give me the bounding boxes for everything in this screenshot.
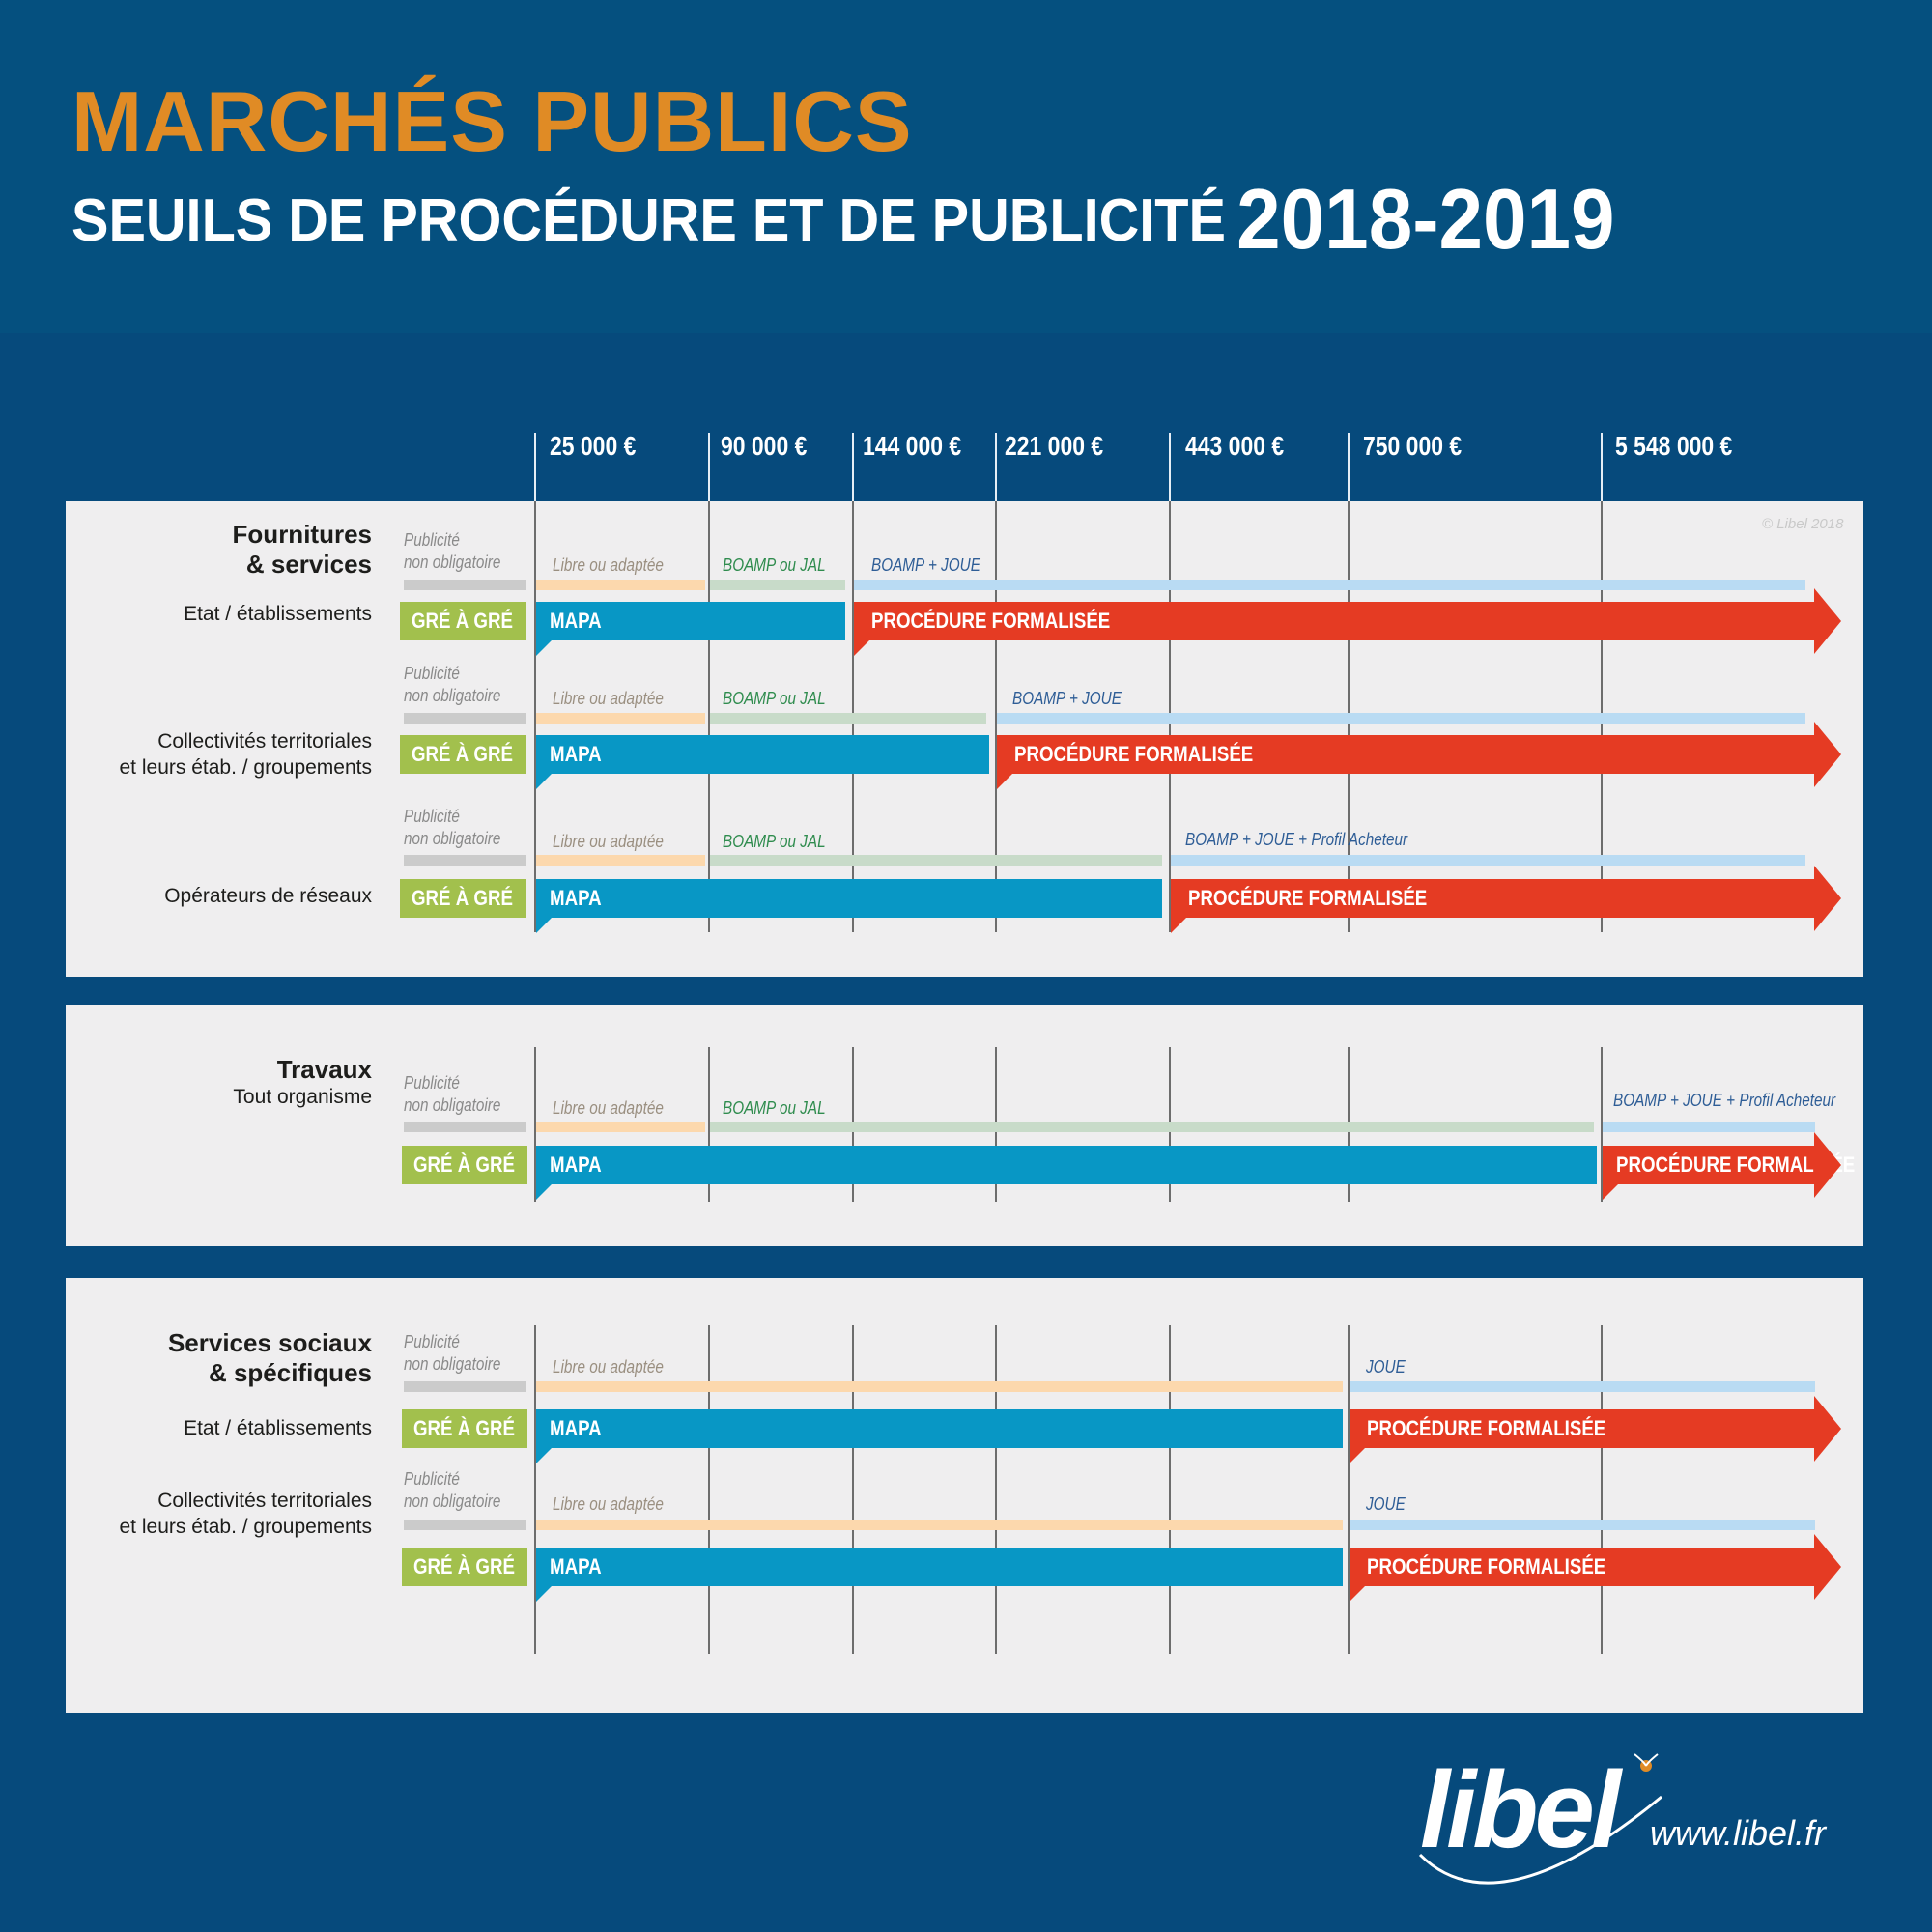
bar-mapa (536, 1146, 1597, 1184)
bar-procedure-formalisee (997, 735, 1814, 774)
note-boamp-jal: BOAMP ou JAL (723, 689, 826, 708)
row-label-line: Collectivités territoriales (157, 730, 372, 753)
threshold-header: 25 000 € (550, 431, 637, 461)
bar-libre-thin (536, 855, 705, 866)
note-line: Publicité (404, 1332, 460, 1351)
note-line: Publicité (404, 807, 460, 826)
note-line: Publicité (404, 1073, 460, 1093)
bar-publicite-thin (404, 1122, 526, 1132)
header-banner (0, 0, 1932, 333)
bar-boamp-joue-thin (1171, 855, 1805, 866)
note-boamp-jal: BOAMP ou JAL (723, 832, 826, 851)
threshold-line (1348, 1325, 1350, 1654)
bar-procedure-formalisee (1350, 1409, 1814, 1448)
subtitle-text: SEUILS DE PROCÉDURE ET DE PUBLICITÉ (71, 187, 1226, 254)
threshold-header: 144 000 € (863, 431, 962, 461)
threshold-tick (1169, 433, 1171, 502)
bar-gre-a-gre (402, 1548, 527, 1586)
threshold-tick (1601, 433, 1603, 502)
note-boamp-jal: BOAMP ou JAL (723, 555, 826, 575)
note-boamp-joue: BOAMP + JOUE (1012, 689, 1122, 708)
year-label: 2018-2019 (1236, 171, 1615, 267)
note-publicite (404, 663, 500, 706)
threshold-header: 90 000 € (721, 431, 808, 461)
page-title: MARCHÉS PUBLICS (71, 73, 913, 169)
bar-text: PROCÉDURE FORMALISÉE (1014, 742, 1254, 766)
threshold-tick (852, 433, 854, 502)
threshold-tick (1348, 433, 1350, 502)
bar-libre-thin (536, 1122, 705, 1132)
bar-mapa (536, 1409, 1343, 1448)
bar-text: GRÉ À GRÉ (413, 1554, 515, 1578)
threshold-header: 221 000 € (1005, 431, 1104, 461)
threshold-line (852, 1325, 854, 1654)
note-libre: Libre ou adaptée (553, 555, 664, 575)
threshold-line (1601, 1325, 1603, 1654)
row-label-line: Collectivités territoriales (157, 1490, 372, 1512)
bar-procedure-formalisee (854, 602, 1814, 640)
threshold-line (708, 1325, 710, 1654)
bar-gre-a-gre (400, 602, 526, 640)
bar-text: MAPA (550, 1152, 602, 1177)
bar-procedure-formalisee (1171, 879, 1814, 918)
section-title-line: Fournitures (232, 520, 372, 549)
note-publicite (404, 806, 500, 849)
bar-boamp-joue-thin (1603, 1122, 1815, 1132)
note-boamp-joue-profil: BOAMP + JOUE + Profil Acheteur (1185, 830, 1408, 849)
copyright: © Libel 2018 (1762, 516, 1844, 532)
bar-boamp-joue-thin (997, 713, 1805, 724)
bar-gre-a-gre (402, 1146, 527, 1184)
bar-boamp-jal-thin (710, 1122, 1594, 1132)
bar-text: PROCÉDURE FORMALISÉE (1616, 1152, 1856, 1177)
threshold-tick (708, 433, 710, 502)
bar-text: MAPA (550, 1554, 602, 1578)
bar-libre-thin (536, 713, 705, 724)
note-line: Publicité (404, 530, 460, 550)
bar-text: GRÉ À GRÉ (412, 742, 513, 766)
bar-mapa (536, 735, 989, 774)
bar-boamp-jal-thin (710, 713, 986, 724)
note-joue: JOUE (1366, 1357, 1406, 1377)
bar-boamp-jal-thin (710, 855, 1162, 866)
bar-gre-a-gre (402, 1409, 527, 1448)
section-title-line: Services sociaux (167, 1328, 372, 1357)
bar-joue-thin (1350, 1520, 1815, 1530)
bar-publicite-thin (404, 713, 526, 724)
bar-procedure-formalisee (1603, 1146, 1856, 1184)
note-libre: Libre ou adaptée (553, 689, 664, 708)
note-line: non obligatoire (404, 1094, 501, 1115)
bar-mapa (536, 879, 1162, 918)
note-publicite (404, 1468, 500, 1512)
row-label-etat: Etat / établissements (184, 603, 372, 625)
section-title-line: & spécifiques (208, 1358, 372, 1388)
bar-text: PROCÉDURE FORMALISÉE (1188, 886, 1428, 910)
bar-gre-a-gre (400, 735, 526, 774)
bar-text: GRÉ À GRÉ (413, 1152, 515, 1177)
bar-libre-thin (536, 1381, 1343, 1392)
row-label-etat: Etat / établissements (184, 1417, 372, 1439)
bar-publicite-thin (404, 1520, 526, 1530)
note-joue: JOUE (1366, 1494, 1406, 1514)
libel-logo: libel (1420, 1749, 1618, 1870)
bar-text: MAPA (550, 609, 602, 633)
row-label-collectivites (120, 728, 373, 781)
bar-text: MAPA (550, 886, 602, 910)
note-boamp-jal: BOAMP ou JAL (723, 1098, 826, 1118)
bar-joue-thin (1350, 1381, 1815, 1392)
section-title-line: & services (245, 550, 372, 580)
threshold-line (995, 1325, 997, 1654)
bar-boamp-joue-thin (854, 580, 1805, 590)
bar-text: PROCÉDURE FORMALISÉE (1367, 1416, 1606, 1440)
page-subtitle (71, 171, 1615, 267)
bar-publicite-thin (404, 580, 526, 590)
bar-text: MAPA (550, 1416, 602, 1440)
row-label-collectivites (120, 1488, 373, 1541)
note-libre: Libre ou adaptée (553, 832, 664, 851)
note-publicite (404, 1072, 500, 1116)
bar-gre-a-gre (400, 879, 526, 918)
bar-publicite-thin (404, 1381, 526, 1392)
row-label-line: et leurs étab. / groupements (119, 756, 372, 780)
threshold-header: 443 000 € (1185, 431, 1285, 461)
note-libre: Libre ou adaptée (553, 1494, 664, 1514)
bar-text: MAPA (550, 742, 602, 766)
threshold-header: 750 000 € (1363, 431, 1463, 461)
section-title-fournitures (233, 520, 372, 580)
note-boamp-joue-profil: BOAMP + JOUE + Profil Acheteur (1613, 1091, 1836, 1110)
threshold-line (1169, 1325, 1171, 1654)
bar-text: PROCÉDURE FORMALISÉE (871, 609, 1111, 633)
note-line: non obligatoire (404, 552, 501, 572)
bar-libre-thin (536, 1520, 1343, 1530)
row-label-operateurs: Opérateurs de réseaux (164, 885, 372, 907)
bar-mapa (536, 602, 845, 640)
note-libre: Libre ou adaptée (553, 1357, 664, 1377)
note-line: Publicité (404, 664, 460, 683)
website-link[interactable]: www.libel.fr (1650, 1813, 1827, 1853)
threshold-header: 5 548 000 € (1615, 431, 1733, 461)
section-title-travaux: Travaux (276, 1055, 372, 1084)
bar-publicite-thin (404, 855, 526, 866)
note-publicite (404, 529, 500, 573)
note-line: Publicité (404, 1469, 460, 1489)
bar-text: GRÉ À GRÉ (412, 609, 513, 633)
note-line: non obligatoire (404, 685, 501, 705)
row-label-line: et leurs étab. / groupements (119, 1516, 372, 1539)
note-libre: Libre ou adaptée (553, 1098, 664, 1118)
bar-text: PROCÉDURE FORMALISÉE (1367, 1554, 1606, 1578)
bar-text: GRÉ À GRÉ (412, 886, 513, 910)
note-line: non obligatoire (404, 1353, 501, 1374)
bar-text: GRÉ À GRÉ (413, 1416, 515, 1440)
note-boamp-joue: BOAMP + JOUE (871, 555, 980, 575)
bar-libre-thin (536, 580, 705, 590)
note-line: non obligatoire (404, 828, 501, 848)
bar-boamp-jal-thin (710, 580, 845, 590)
bar-procedure-formalisee (1350, 1548, 1814, 1586)
threshold-tick (995, 433, 997, 502)
note-line: non obligatoire (404, 1491, 501, 1511)
threshold-line (534, 1325, 536, 1654)
section-title-sociaux (168, 1328, 372, 1388)
bar-mapa (536, 1548, 1343, 1586)
section-subtitle-travaux: Tout organisme (233, 1086, 372, 1108)
note-publicite (404, 1331, 500, 1375)
threshold-tick (534, 433, 536, 502)
